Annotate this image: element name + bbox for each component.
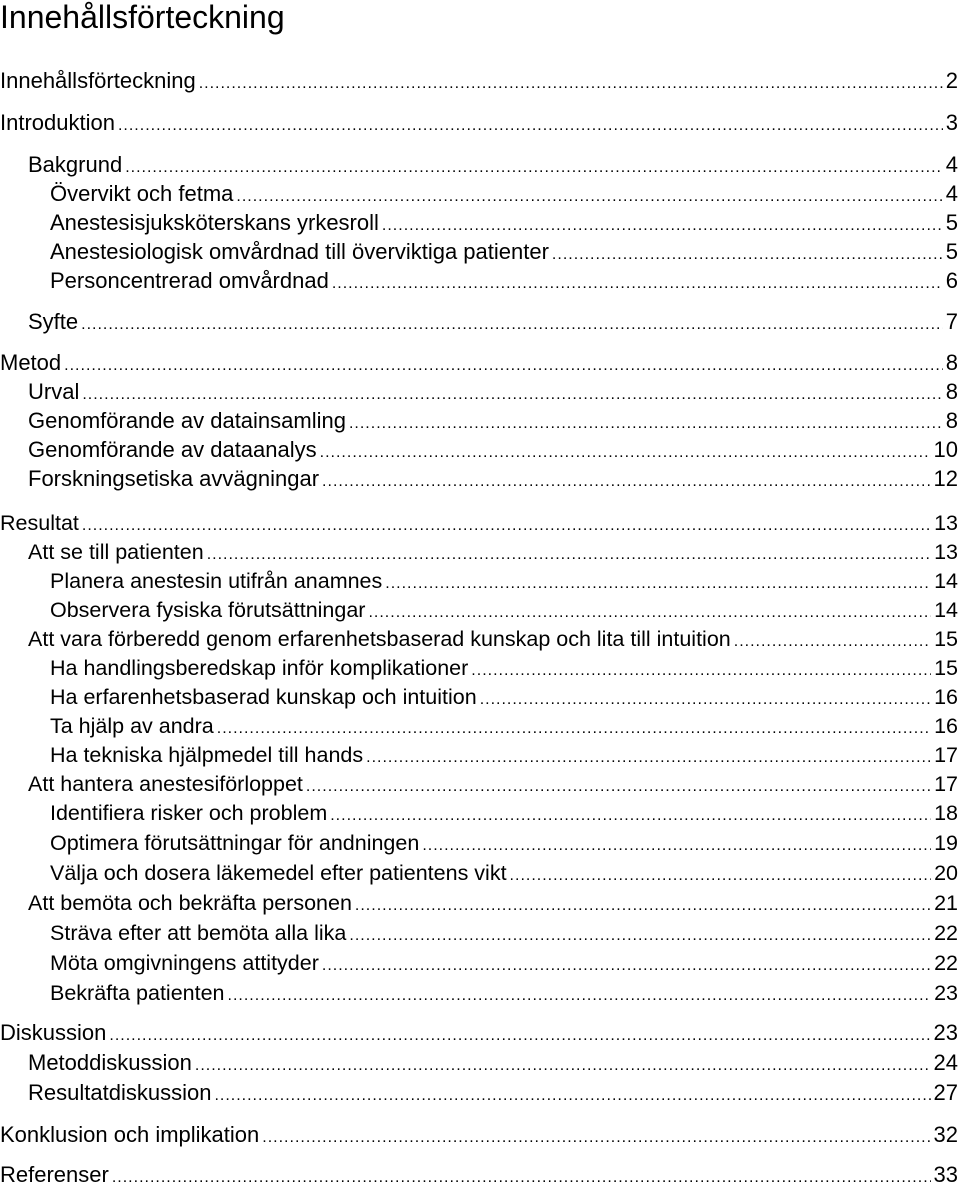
toc-entry-page-number: 24 <box>933 1050 958 1075</box>
dot-leader <box>355 893 931 919</box>
dot-leader <box>199 71 943 97</box>
toc-entry[interactable] <box>28 309 958 338</box>
toc-entry-page-number: 6 <box>945 268 958 293</box>
toc-entry-page-number: 23 <box>934 981 958 1005</box>
dot-leader <box>471 658 931 684</box>
dot-leader <box>366 745 931 771</box>
toc-entry-label: Att bemöta och bekräfta personen <box>28 891 352 915</box>
toc-entry-label: Ha tekniska hjälpmedel till hands <box>50 743 364 767</box>
toc-entry[interactable] <box>0 68 958 97</box>
dot-leader <box>112 1165 931 1191</box>
toc-entry-label: Personcentrerad omvårdnad <box>50 268 329 293</box>
toc-entry-label: Konklusion och implikation <box>0 1122 260 1147</box>
toc-entry-label: Resultatdiskussion <box>28 1080 212 1105</box>
toc-entry[interactable] <box>50 568 958 597</box>
dot-leader <box>734 629 931 655</box>
toc-entry[interactable] <box>28 771 958 800</box>
dot-leader <box>385 571 931 597</box>
dot-leader <box>217 716 931 742</box>
toc-entry-label: Resultat <box>0 511 79 535</box>
toc-entry-page-number: 22 <box>934 921 958 945</box>
dot-leader <box>322 953 931 979</box>
toc-entry-label: Möta omgivningens attityder <box>50 951 319 975</box>
toc-entry-page-number: 18 <box>934 801 958 825</box>
toc-entry-page-number: 8 <box>945 408 958 433</box>
toc-entry-page-number: 7 <box>945 309 958 334</box>
dot-leader <box>552 242 943 268</box>
toc-entry-page-number: 16 <box>934 685 958 709</box>
toc-entry-page-number: 10 <box>933 437 958 462</box>
toc-entry-page-number: 16 <box>934 714 958 738</box>
toc-entry-label: Ta hjälp av andra <box>50 714 214 738</box>
toc-entry-label: Diskussion <box>0 1020 107 1045</box>
dot-leader <box>118 113 943 139</box>
dot-leader <box>306 774 931 800</box>
dot-leader <box>228 983 932 1009</box>
toc-entry-page-number: 27 <box>933 1080 958 1105</box>
dot-leader <box>214 1083 930 1109</box>
toc-entry[interactable] <box>50 655 958 684</box>
dot-leader <box>236 184 942 210</box>
toc-entry-page-number: 22 <box>934 951 958 975</box>
toc-entry-label: Observera fysiska förutsättningar <box>50 598 366 622</box>
dot-leader <box>349 923 931 949</box>
toc-entry[interactable] <box>50 684 958 713</box>
toc-entry[interactable] <box>50 950 958 979</box>
toc-entry[interactable] <box>50 597 958 626</box>
toc-entry-page-number: 32 <box>933 1122 958 1147</box>
page-title: Innehållsförteckning <box>0 0 285 35</box>
toc-entry[interactable] <box>0 510 958 539</box>
toc-entry-label: Bekräfta patienten <box>50 981 225 1005</box>
dot-leader <box>125 155 943 181</box>
toc-entry-label: Syfte <box>28 309 79 334</box>
toc-entry-page-number: 21 <box>934 891 958 915</box>
dot-leader <box>382 213 943 239</box>
dot-leader <box>349 411 943 437</box>
toc-entry-label: Sträva efter att bemöta alla lika <box>50 921 347 945</box>
toc-entry-page-number: 4 <box>945 181 958 206</box>
toc-entry-label: Metoddiskussion <box>28 1050 192 1075</box>
toc-entry[interactable] <box>28 890 958 919</box>
toc-entry-page-number: 19 <box>934 831 958 855</box>
toc-entry[interactable] <box>28 1080 958 1109</box>
toc-entry[interactable] <box>0 1162 958 1191</box>
toc-entry-page-number: 8 <box>945 350 958 375</box>
toc-entry-label: Urval <box>28 379 80 404</box>
toc-entry-label: Att hantera anestesiförloppet <box>28 772 303 796</box>
dot-leader <box>82 513 931 539</box>
toc-entry-label: Ha erfarenhetsbaserad kunskap och intuition <box>50 685 477 709</box>
toc-entry[interactable] <box>50 860 958 889</box>
toc-entry[interactable] <box>50 800 958 829</box>
toc-entry[interactable] <box>50 210 958 239</box>
toc-entry-page-number: 3 <box>945 110 958 135</box>
toc-entry-page-number: 2 <box>945 68 958 93</box>
toc-entry[interactable] <box>50 239 958 268</box>
dot-leader <box>82 382 942 408</box>
toc-entry[interactable] <box>0 1122 958 1151</box>
toc-entry[interactable] <box>28 466 958 495</box>
dot-leader <box>480 687 931 713</box>
toc-entry-page-number: 17 <box>934 772 958 796</box>
dot-leader <box>330 803 931 829</box>
toc-entry[interactable] <box>50 920 958 949</box>
toc-entry[interactable] <box>50 830 958 859</box>
dot-leader <box>422 833 931 859</box>
dot-leader <box>510 863 932 889</box>
toc-entry[interactable] <box>0 1020 958 1049</box>
toc-entry-label: Att se till patienten <box>28 540 204 564</box>
toc-entry-label: Anestesisjuksköterskans yrkesroll <box>50 210 379 235</box>
toc-entry-page-number: 33 <box>933 1162 958 1187</box>
dot-leader <box>368 600 931 626</box>
toc-entry[interactable] <box>28 539 958 568</box>
toc-entry-label: Planera anestesin utifrån anamnes <box>50 569 383 593</box>
toc-entry-label: Anestesiologisk omvårdnad till överviktiga patienter <box>50 239 549 264</box>
toc-entry-label: Optimera förutsättningar för andningen <box>50 831 420 855</box>
toc-entry[interactable] <box>28 1050 958 1079</box>
toc-entry-page-number: 14 <box>934 569 958 593</box>
toc-entry-label: Identifiera risker och problem <box>50 801 328 825</box>
dot-leader <box>262 1125 930 1151</box>
toc-entry-label: Forskningsetiska avvägningar <box>28 466 320 491</box>
toc-entry-page-number: 17 <box>934 743 958 767</box>
toc-entry-page-number: 20 <box>934 861 958 885</box>
toc-entry[interactable] <box>50 181 958 210</box>
dot-leader <box>109 1023 930 1049</box>
toc-entry-page-number: 15 <box>934 627 958 651</box>
toc-entry-label: Genomförande av datainsamling <box>28 408 346 433</box>
dot-leader <box>195 1053 931 1079</box>
toc-entry[interactable] <box>28 626 958 655</box>
toc-entry-label: Ha handlingsberedskap inför komplikationer <box>50 656 469 680</box>
toc-entry-page-number: 5 <box>945 210 958 235</box>
toc-entry[interactable] <box>50 742 958 771</box>
toc-entry-label: Referenser <box>0 1162 109 1187</box>
toc-entry-label: Metod <box>0 350 62 375</box>
toc-entry[interactable] <box>50 980 958 1009</box>
toc-entry[interactable] <box>28 152 958 181</box>
dot-leader <box>64 353 943 379</box>
toc-entry-page-number: 4 <box>945 152 958 177</box>
toc-entry-page-number: 14 <box>934 598 958 622</box>
toc-entry-label: Övervikt och fetma <box>50 181 234 206</box>
toc-entry-page-number: 12 <box>933 466 958 491</box>
dot-leader <box>332 271 943 297</box>
dot-leader <box>320 440 931 466</box>
toc-entry-page-number: 13 <box>934 540 958 564</box>
toc-entry-label: Genomförande av dataanalys <box>28 437 317 462</box>
toc-entry-page-number: 13 <box>934 511 958 535</box>
toc-entry[interactable] <box>28 437 958 466</box>
dot-leader <box>322 469 930 495</box>
toc-entry[interactable] <box>0 350 958 379</box>
toc-entry-label: Välja och dosera läkemedel efter patientens vikt <box>50 861 507 885</box>
toc-entry-page-number: 15 <box>934 656 958 680</box>
toc-entry[interactable] <box>50 713 958 742</box>
toc-entry-label: Introduktion <box>0 110 115 135</box>
toc-entry-label: Att vara förberedd genom erfarenhetsbaserad kunskap och lita till intuition <box>28 627 731 651</box>
dot-leader <box>207 542 931 568</box>
toc-entry-label: Innehållsförteckning <box>0 68 196 93</box>
toc-entry-page-number: 8 <box>945 379 958 404</box>
toc-entry[interactable] <box>28 408 958 437</box>
toc-entry[interactable] <box>0 110 958 139</box>
dot-leader <box>81 312 943 338</box>
toc-entry[interactable] <box>28 379 958 408</box>
toc-entry-page-number: 23 <box>933 1020 958 1045</box>
toc-entry[interactable] <box>50 268 958 297</box>
toc-entry-page-number: 5 <box>945 239 958 264</box>
toc-entry-label: Bakgrund <box>28 152 123 177</box>
